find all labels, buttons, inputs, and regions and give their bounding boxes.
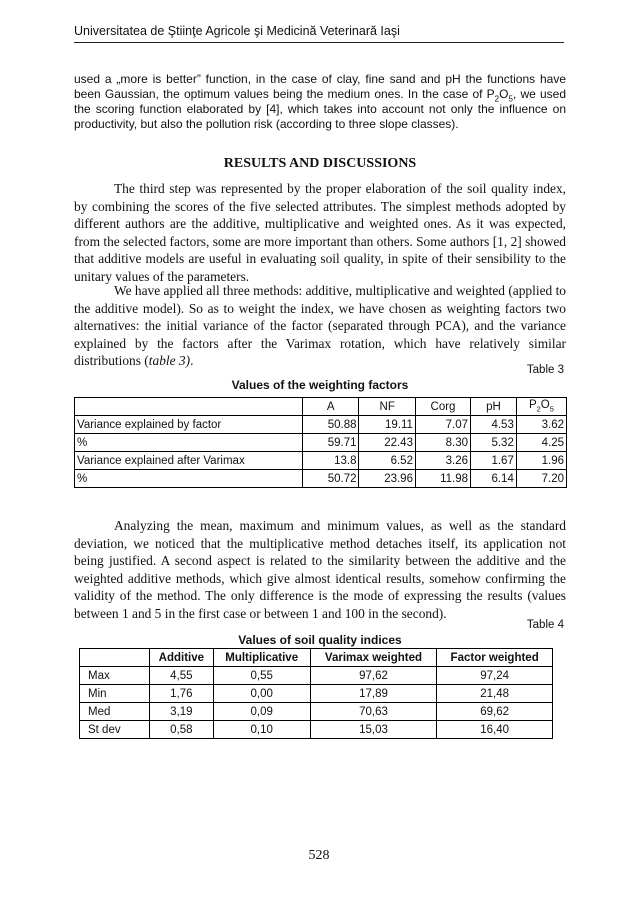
page-number: 528 xyxy=(308,848,330,863)
table-reference: table 3) xyxy=(148,353,191,369)
column-header: Additive xyxy=(150,649,214,667)
table-header-row xyxy=(75,398,567,416)
table-4-title: Values of soil quality indices xyxy=(238,633,402,647)
table-row: St dev 0,58 0,10 15,03 16,40 xyxy=(80,721,553,739)
row-label: Min xyxy=(80,685,150,703)
column-header: $P_2O_5$ xyxy=(516,398,566,416)
column-header: pH xyxy=(471,398,517,416)
weighting-factors-table xyxy=(74,397,567,488)
column-header: Varimax weighted xyxy=(310,649,437,667)
row-label: Variance explained after Varimax xyxy=(75,452,303,470)
table-3-title: Values of the weighting factors xyxy=(231,378,409,392)
column-header: A xyxy=(303,398,359,416)
table-row: % 59.71 22.43 8.30 5.32 4.25 xyxy=(75,434,567,452)
row-label: Variance explained by factor xyxy=(75,416,303,434)
column-header: Corg xyxy=(415,398,470,416)
table-row: Med 3,19 0,09 70,63 69,62 xyxy=(80,703,553,721)
intro-paragraph: used a „more is better” function, in the case of clay, fine sand and pH the functions have been Gaussian, the optimum values being the medium ones. In the case of $P_2O_5$, we used the scoring function elaborated by [4], which takes into account not only the influence on productivity, but also the pollution risk (according to three slope classes). xyxy=(74,72,566,131)
paragraph-1: The third step was represented by the proper elaboration of the soil quality index, by combining the scores of the five selected attributes. The simplest methods adopted by different authors are the additive, multiplicative and weighted ones. As it was expected, from the selected factors, some are more important than others. Some authors [1, 2] showed that additive models are useful in evaluating soil quality, in spite of their sensibility to the unitary values of the parameters. xyxy=(74,181,566,284)
column-header: NF xyxy=(359,398,415,416)
table-4-label: Table 4 xyxy=(526,619,564,631)
running-header: Universitatea de Ştiinţe Agricole şi Medicină Veterinară Iaşi xyxy=(74,24,564,43)
section-title: RESULTS AND DISCUSSIONS xyxy=(223,156,417,171)
paragraph-3: Analyzing the mean, maximum and minimum values, as well as the standard deviation, we noticed that the multiplicative method detaches itself, its application not being justified. A second aspect is related to the similarity between the additive and the weighted additive methods, which give almost identical results, somehow confirming the validity of the method. The only difference is the mode of expressing the results (values between 1 and 5 in the first case or between 1 and 100 in the second). xyxy=(74,518,566,621)
soil-quality-indices-table xyxy=(79,648,553,739)
row-label: Max xyxy=(80,667,150,685)
table-row: Max 4,55 0,55 97,62 97,24 xyxy=(80,667,553,685)
row-label: Med xyxy=(80,703,150,721)
table-row: Variance explained by factor 50.88 19.11 7.07 4.53 3.62 xyxy=(75,416,567,434)
row-label: St dev xyxy=(80,721,150,739)
row-label: % xyxy=(75,470,303,488)
table-3-label: Table 3 xyxy=(526,364,564,376)
paragraph-2: We have applied all three methods: additive, multiplicative and weighted (applied to the additive model). So as to weight the index, we have chosen as weighting factors two alternatives: the initial variance of the factor (separated through PCA), and the variance explained by the factors after the Varimax rotation, which have relatively similar distributions (table 3). xyxy=(74,283,566,369)
row-label: % xyxy=(75,434,303,452)
table-row: Variance explained after Varimax 13.8 6.52 3.26 1.67 1.96 xyxy=(75,452,567,470)
table-row: Min 1,76 0,00 17,89 21,48 xyxy=(80,685,553,703)
table-header-row xyxy=(80,649,553,667)
table-row: % 50.72 23.96 11.98 6.14 7.20 xyxy=(75,470,567,488)
column-header: Factor weighted xyxy=(437,649,553,667)
column-header: Multiplicative xyxy=(213,649,310,667)
